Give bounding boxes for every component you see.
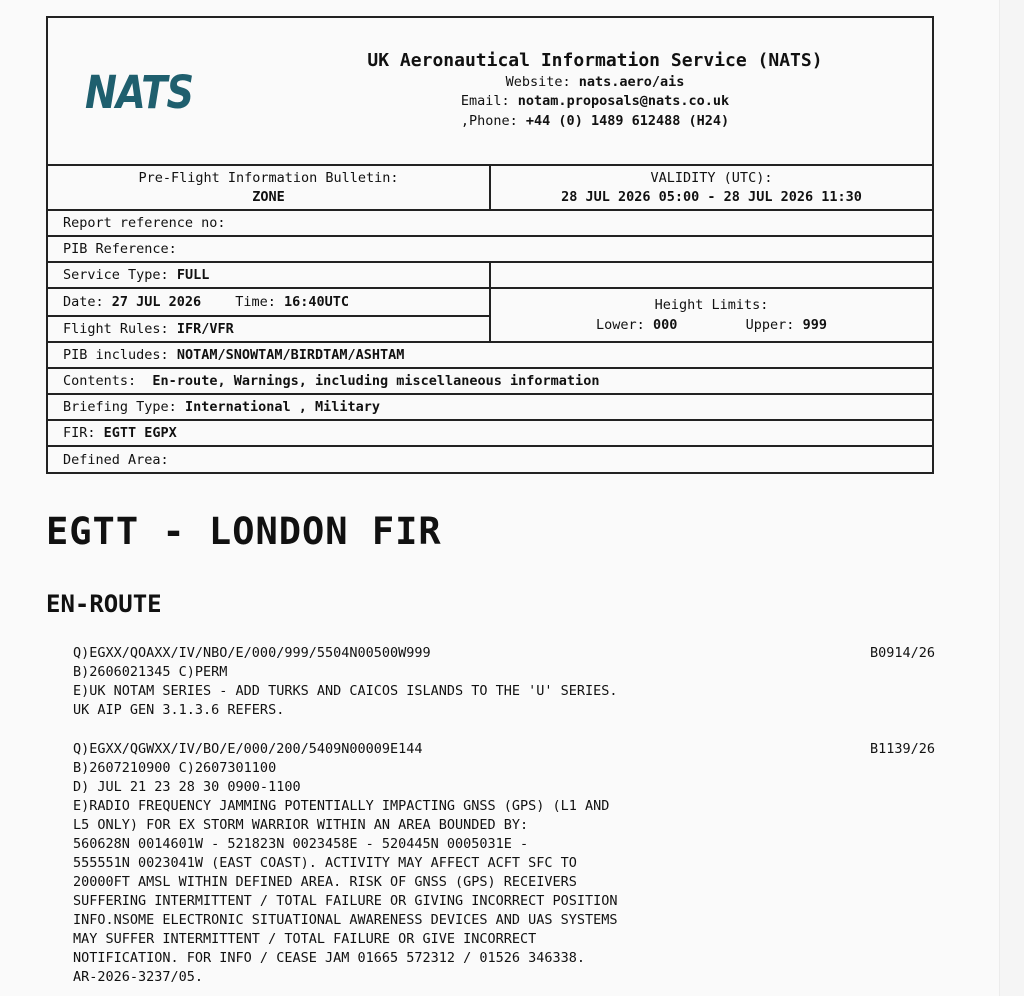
page-edge xyxy=(999,0,1024,996)
flight-rules-value: IFR/VFR xyxy=(176,321,234,337)
height-limits-label: Height Limits: xyxy=(654,297,769,313)
notam-line: 555551N 0023041W (EAST COAST). ACTIVITY MAY AFFECT ACFT SFC TO xyxy=(73,855,577,871)
bulletin-validity-row xyxy=(48,166,932,211)
bulletin-value: ZONE xyxy=(252,188,285,205)
report-reference-row xyxy=(48,211,932,237)
notam-line: SUFFERING INTERMITTENT / TOTAL FAILURE OR GIVING INCORRECT POSITION xyxy=(73,893,618,909)
pib-reference-label: PIB Reference: xyxy=(63,241,177,257)
website-line: Website: nats.aero/ais xyxy=(505,73,685,90)
notam-line: MAY SUFFER INTERMITTENT / TOTAL FAILURE OR GIVE INCORRECT xyxy=(73,931,537,947)
notam-id: B1139/26 xyxy=(869,741,935,757)
pib-reference-row xyxy=(48,237,932,263)
pib-includes-value: NOTAM/SNOWTAM/BIRDTAM/ASHTAM xyxy=(176,347,405,363)
service-type-row xyxy=(48,263,932,289)
service-type-value: FULL xyxy=(176,267,210,283)
briefing-type-row: Briefing Type: International , Military xyxy=(48,395,932,421)
bulletin-header-table xyxy=(46,16,934,474)
date-time-cell: Date: 27 JUL 2026 Time: 16:40UTC xyxy=(63,294,349,310)
date-value: 27 JUL 2026 xyxy=(111,294,202,310)
bulletin-type-cell xyxy=(48,166,491,209)
notam-line: 20000FT AMSL WITHIN DEFINED AREA. RISK OF GNSS (GPS) RECEIVERS xyxy=(73,874,577,890)
notam-line: INFO.NSOME ELECTRONIC SITUATIONAL AWARENESS DEVICES AND UAS SYSTEMS xyxy=(73,912,618,928)
validity-cell xyxy=(491,169,932,207)
height-limits-cell: Height Limits: Lower: 000 Upper: 999 xyxy=(596,297,827,333)
fir-row: FIR: EGTT EGPX xyxy=(48,421,932,447)
contents-value: En-route, Warnings, including miscellaneous information xyxy=(152,373,600,389)
email-link[interactable]: notam.proposals@nats.co.uk xyxy=(517,93,730,109)
flight-rules-cell: Flight Rules: IFR/VFR xyxy=(48,315,489,341)
phone-line: ,Phone: +44 (0) 1489 612488 (H24) xyxy=(460,112,730,129)
validity-value: 28 JUL 2026 05:00 - 28 JUL 2026 11:30 xyxy=(561,188,862,205)
notam-line: B)2606021345 C)PERM xyxy=(73,664,228,680)
bulletin-label: Pre-Flight Information Bulletin: xyxy=(138,169,399,186)
notam-line: UK AIP GEN 3.1.3.6 REFERS. xyxy=(73,702,285,718)
notam-line: Q)EGXX/QGWXX/IV/BO/E/000/200/5409N00009E144 xyxy=(73,741,423,757)
report-reference-label: Report reference no: xyxy=(63,215,226,231)
notam-line: Q)EGXX/QOAXX/IV/NBO/E/000/999/5504N00500W999 xyxy=(73,645,431,661)
defined-area-label: Defined Area: xyxy=(63,451,169,468)
agency-header xyxy=(48,18,932,166)
service-type-cell: Service Type: FULL xyxy=(48,263,491,287)
notam-id: B0914/26 xyxy=(869,645,935,661)
phone-number: +44 (0) 1489 612488 (H24) xyxy=(525,112,730,129)
lower-value: 000 xyxy=(652,317,678,333)
notam-line: E)UK NOTAM SERIES - ADD TURKS AND CAICOS ISLANDS TO THE 'U' SERIES. xyxy=(73,683,618,699)
notam-entry xyxy=(73,644,935,720)
contents-row: Contents: En-route, Warnings, including miscellaneous information xyxy=(48,369,932,395)
briefing-type-value: International , Military xyxy=(184,399,381,415)
nats-logo: NATS xyxy=(85,66,194,119)
email-line: Email: notam.proposals@nats.co.uk xyxy=(460,93,730,109)
validity-label: VALIDITY (UTC): xyxy=(650,169,773,186)
notam-line: 560628N 0014601W - 521823N 0023458E - 520445N 0005031E - xyxy=(73,836,529,852)
notam-entry xyxy=(73,740,935,987)
agency-contact xyxy=(258,51,932,131)
notam-line: NOTIFICATION. FOR INFO / CEASE JAM 01665 572312 / 01526 346338. xyxy=(73,950,586,966)
website-link[interactable]: nats.aero/ais xyxy=(578,73,685,90)
org-title: UK Aeronautical Information Service (NATS) xyxy=(367,50,823,71)
notam-line: E)RADIO FREQUENCY JAMMING POTENTIALLY IMPACTING GNSS (GPS) (L1 AND xyxy=(73,798,610,814)
date-height-group xyxy=(48,289,932,343)
section-title: EGTT - LONDON FIR xyxy=(46,510,442,553)
subsection-title: EN-ROUTE xyxy=(46,590,162,618)
notam-line: AR-2026-3237/05. xyxy=(73,969,204,985)
time-value: 16:40UTC xyxy=(283,294,349,310)
fir-value: EGTT EGPX xyxy=(103,425,177,441)
notam-line: B)2607210900 C)2607301100 xyxy=(73,760,277,776)
pib-includes-row: PIB includes: NOTAM/SNOWTAM/BIRDTAM/ASHTAM xyxy=(48,343,932,369)
defined-area-row xyxy=(48,447,932,472)
notam-line: L5 ONLY) FOR EX STORM WARRIOR WITHIN AN AREA BOUNDED BY: xyxy=(73,817,529,833)
upper-value: 999 xyxy=(802,317,827,333)
notam-line: D) JUL 21 23 28 30 0900-1100 xyxy=(73,779,301,795)
